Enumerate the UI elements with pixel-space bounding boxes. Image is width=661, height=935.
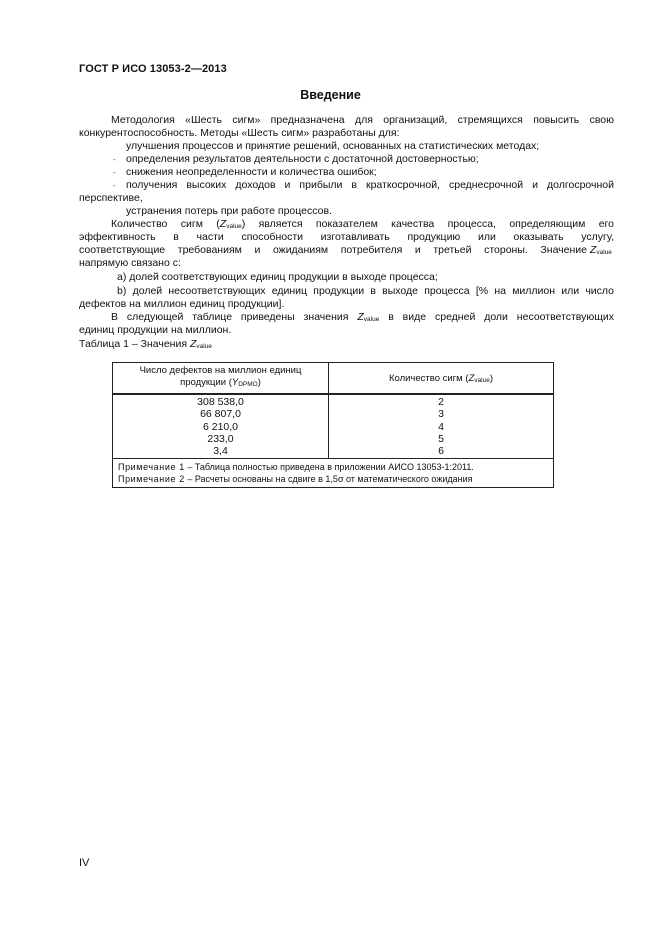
para2-line3: соответствующие требованиям и ожиданиям потребителя и третьей стороны. Значение $Z_{value}$ [79, 244, 612, 256]
bullet-5: устранения потерь при работе процессов. [126, 205, 332, 217]
item-a: a) долей соответствующих единиц продукции в выходе процесса; [117, 271, 438, 283]
bullet-1: улучшения процессов и принятие решений, основанных на статистических методах; [126, 140, 540, 152]
bullet-2: определения результатов деятельности с достаточной достоверностью; [126, 153, 479, 165]
dpmo-cell: 3,4 [113, 445, 329, 459]
dpmo-cell: 233,0 [113, 433, 329, 445]
sigma-cell: 4 [329, 421, 554, 433]
table-note-2: Примечание 2 – Расчеты основаны на сдвиге в 1,5σ от математического ожидания [113, 473, 554, 488]
sigma-cell: 3 [329, 408, 554, 420]
bullet-dash: - [113, 168, 116, 177]
dpmo-cell: 6 210,0 [113, 421, 329, 433]
col-header-dpmo: Число дефектов на миллион единиц продукции $(Y_{DPMO})$ [113, 363, 329, 395]
para1-line1: Методология «Шесть сигм» предназначена для организаций, стремящихся повысить свою [111, 114, 614, 126]
bullet-dash: - [113, 181, 116, 190]
bullet-4-line2: перспективе, [79, 192, 143, 204]
dpmo-cell: 66 807,0 [113, 408, 329, 420]
bullet-dash: - [113, 155, 116, 164]
bullet-4-line1: получения высоких доходов и прибыли в краткосрочной, среднесрочной и долгосрочной [126, 179, 614, 191]
dpmo-cell: 308 538,0 [113, 394, 329, 408]
page-number: IV [79, 857, 90, 869]
para1-line2: конкурентоспособность. Методы «Шесть сигм» разработаны для: [79, 127, 400, 139]
page-title: Введение [300, 88, 361, 102]
table-caption: Таблица 1 – Значения $Z_{value}$ [79, 338, 212, 350]
sigma-cell: 5 [329, 433, 554, 445]
col-header-sigma: Количество сигм $(Z_{value})$ [329, 363, 554, 395]
document-header: ГОСТ Р ИСО 13053-2—2013 [79, 63, 227, 75]
para2-line4: напрямую связано с: [79, 257, 181, 269]
sigma-cell: 2 [329, 394, 554, 408]
item-b: b) долей несоответствующих единиц продукции в выходе процесса [% на миллион или число [117, 285, 615, 297]
sigma-table [112, 362, 554, 488]
table-note-1: Примечание 1 – Таблица полностью приведена в приложении АИСО 13053-1:2011. [113, 459, 554, 474]
para3-line1: В следующей таблице приведены значения $Z_{value}$ в виде средней доли несоответствующих [111, 311, 614, 323]
sigma-cell: 6 [329, 445, 554, 459]
bullet-3: снижения неопределенности и количества ошибок; [126, 166, 377, 178]
para2-line2: эффективность в части способности изготавливать продукцию или оказывать услугу, [79, 231, 614, 243]
para2-line1: Количество сигм $(Z_{value})$ является показателем качества процесса, определяющим его [111, 218, 614, 230]
para3-line2: единиц продукции на миллион. [79, 324, 232, 336]
item-b-line2: дефектов на миллион единиц продукции]. [79, 298, 285, 310]
